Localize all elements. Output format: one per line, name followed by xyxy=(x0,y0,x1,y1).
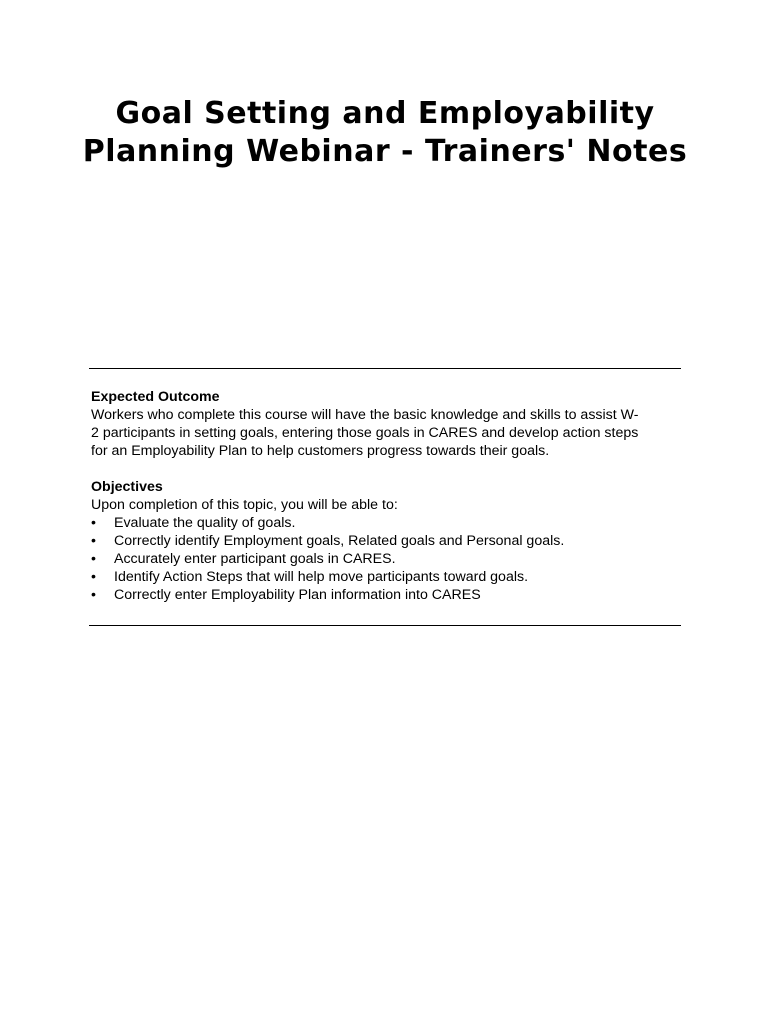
list-item-text: Evaluate the quality of goals. xyxy=(114,515,296,531)
bullet-icon: • xyxy=(91,515,96,531)
content-section xyxy=(91,388,683,604)
bottom-divider xyxy=(89,625,681,626)
objectives-heading: Objectives xyxy=(91,479,163,495)
top-divider xyxy=(89,368,681,369)
document-title xyxy=(0,95,770,171)
bullet-icon: • xyxy=(91,587,96,603)
list-item xyxy=(91,586,683,604)
list-item xyxy=(91,532,683,550)
list-item-text: Correctly identify Employment goals, Related goals and Personal goals. xyxy=(114,533,565,549)
expected-outcome-line-1: Workers who complete this course will have the basic knowledge and skills to assist W- xyxy=(91,407,639,423)
title-line-2: Planning Webinar - Trainers' Notes xyxy=(82,134,688,169)
title-line-1: Goal Setting and Employability xyxy=(115,96,655,131)
list-item xyxy=(91,514,683,532)
bullet-icon: • xyxy=(91,569,96,585)
bullet-icon: • xyxy=(91,533,96,549)
list-item xyxy=(91,550,683,568)
bullet-icon: • xyxy=(91,551,96,567)
expected-outcome-line-3: for an Employability Plan to help customers progress towards their goals. xyxy=(91,443,550,459)
list-item-text: Correctly enter Employability Plan information into CARES xyxy=(114,587,481,603)
expected-outcome-line-2: 2 participants in setting goals, entering those goals in CARES and develop action steps xyxy=(91,425,639,441)
expected-outcome-heading: Expected Outcome xyxy=(91,389,220,405)
objectives-list xyxy=(91,514,683,604)
list-item-text: Identify Action Steps that will help move participants toward goals. xyxy=(114,569,529,585)
objectives-intro: Upon completion of this topic, you will be able to: xyxy=(91,497,398,513)
list-item xyxy=(91,568,683,586)
list-item-text: Accurately enter participant goals in CARES. xyxy=(114,551,396,567)
section-spacer xyxy=(91,460,683,478)
